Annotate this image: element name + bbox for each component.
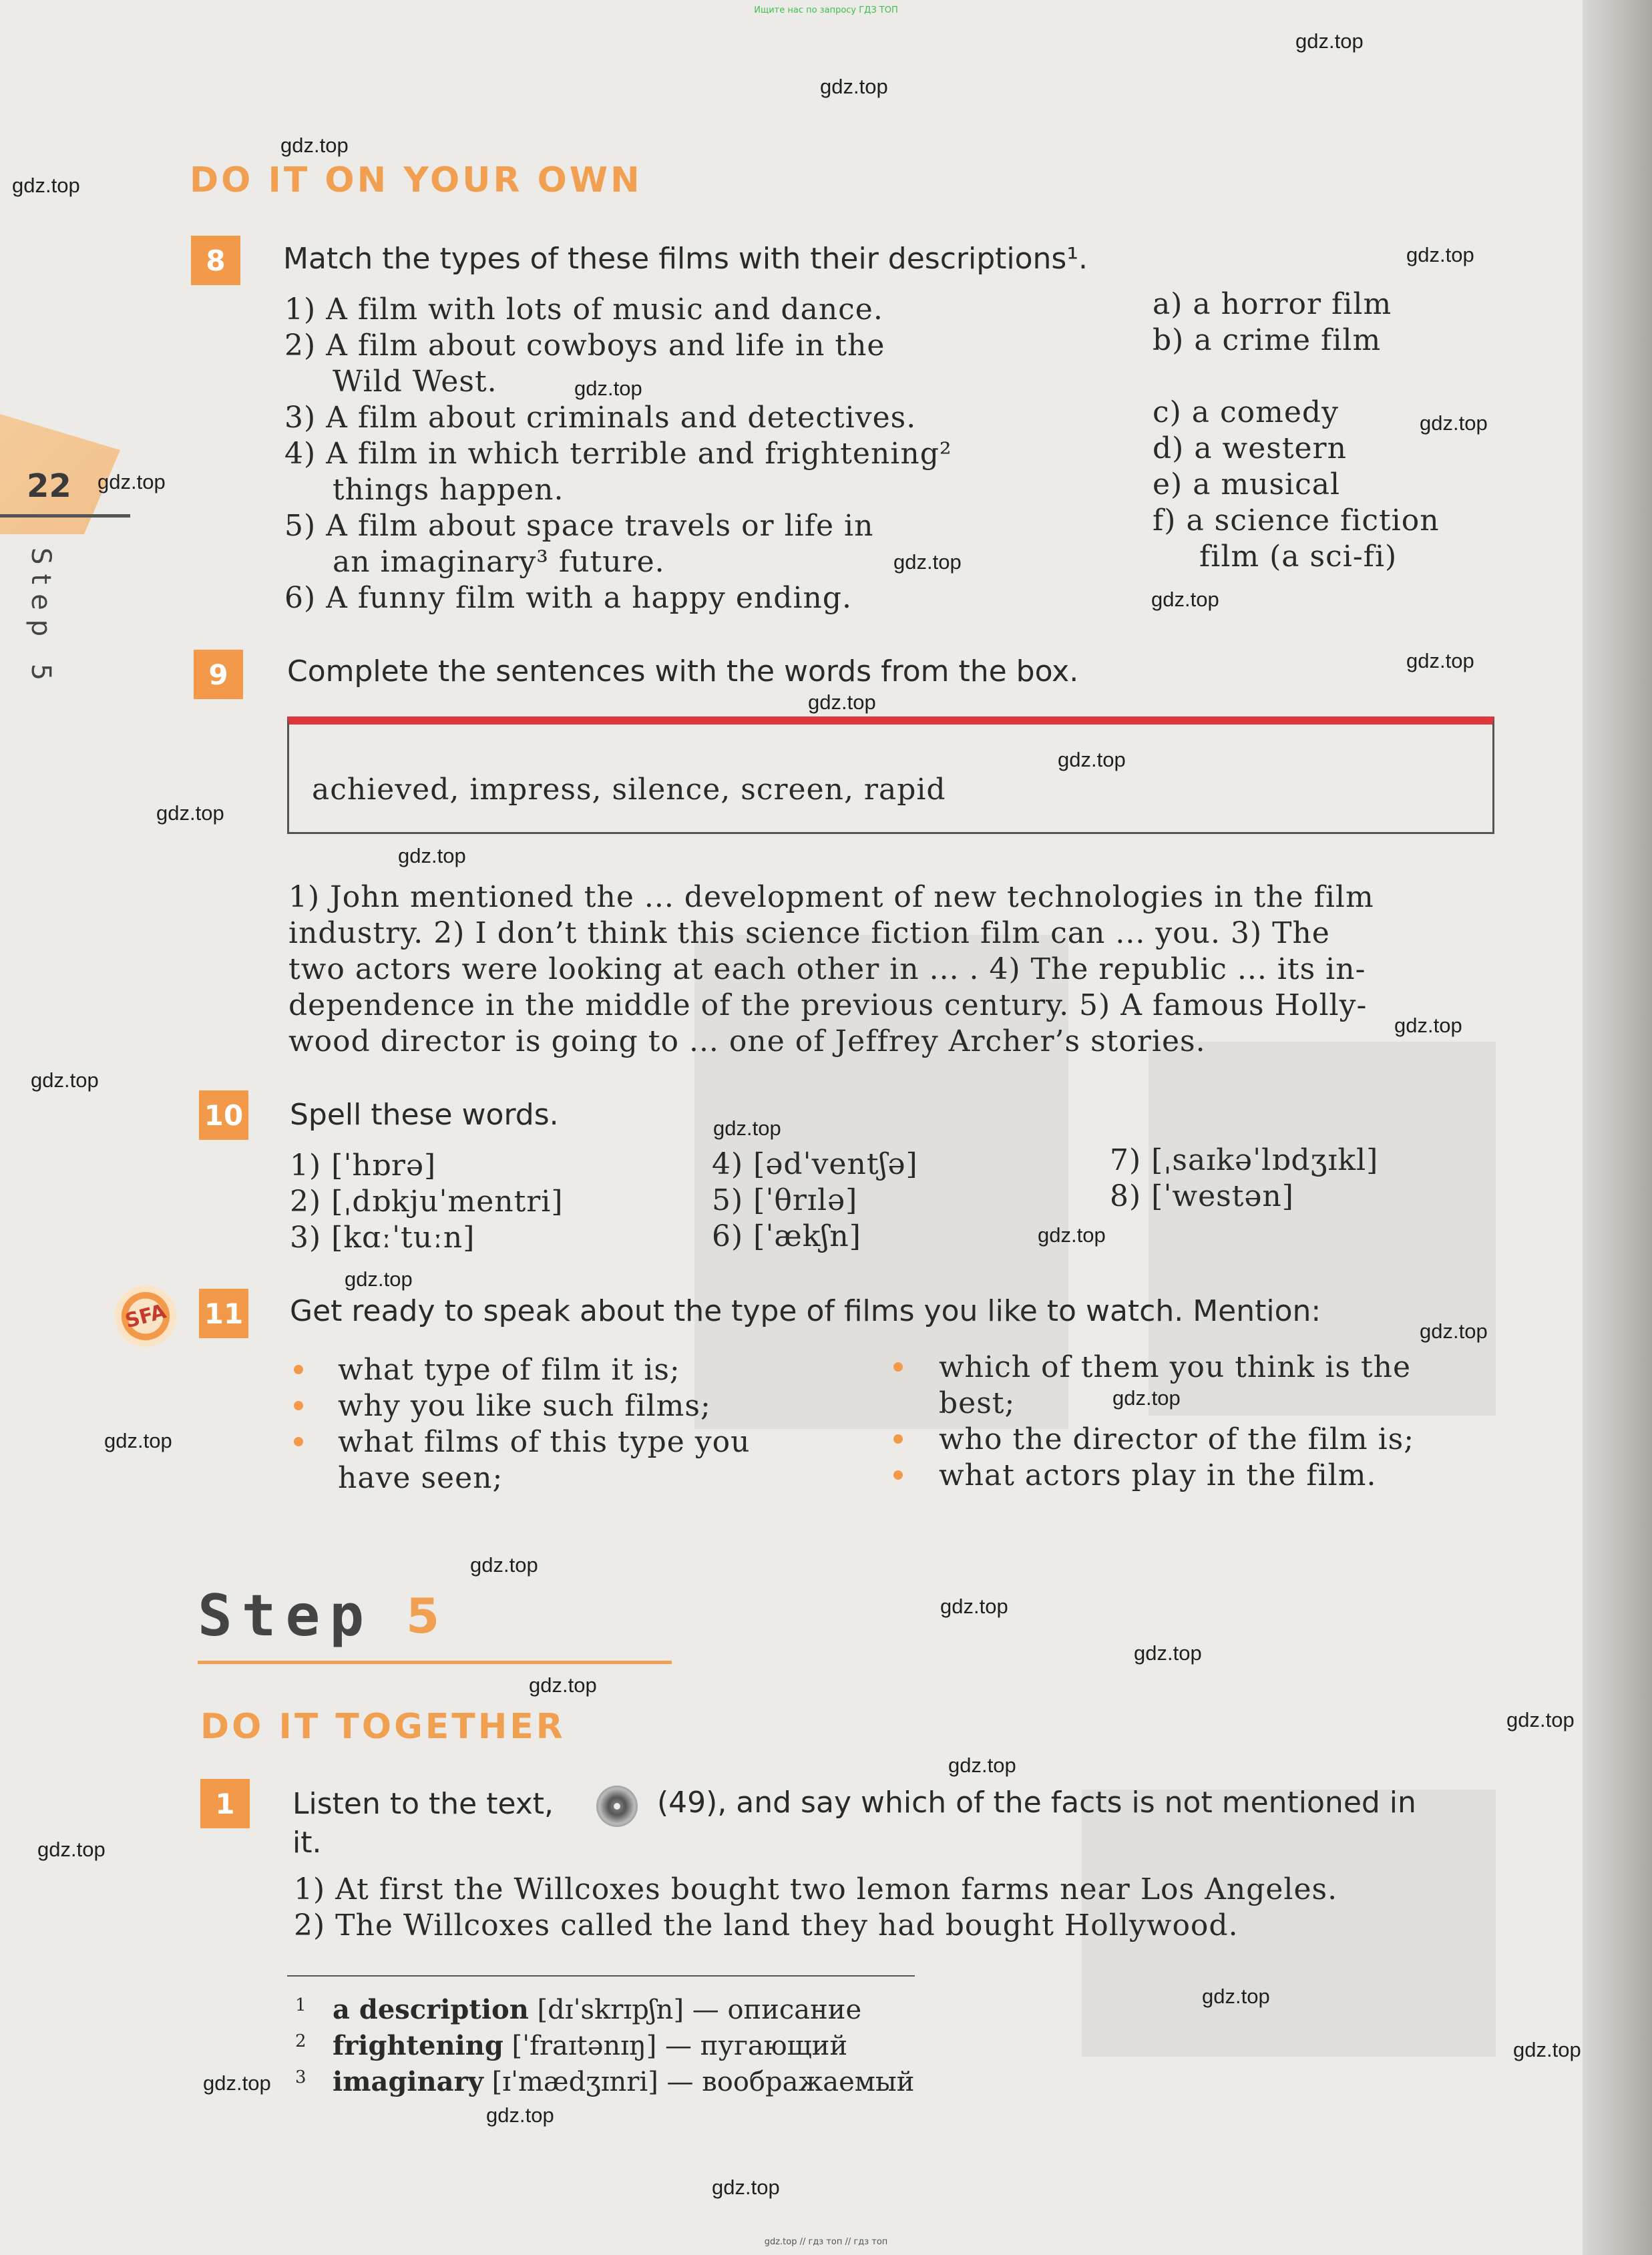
bullet-text: what type of film it is; [338,1353,680,1387]
section-title: DO IT ON YOUR OWN [190,160,642,200]
watermark: gdz.top [31,1068,99,1092]
page-number-rule [0,514,130,518]
footnote-number: 3 [295,2067,306,2087]
list-item: 4) A film in which terrible and frightening² [284,437,952,471]
watermark: gdz.top [1420,411,1488,435]
footnote-definition: [ɪˈmædʒɪnri] — воображаемый [491,2067,915,2097]
bullet-text: best; [939,1386,1016,1420]
footnote [333,2066,914,2097]
exercise-instruction: it. [292,1826,322,1860]
audio-cd-icon [596,1786,638,1827]
watermark: gdz.top [486,2103,554,2127]
transcription-item: 5) [ˈθrɪlə] [712,1183,858,1217]
header-note: Ищите нас по запросу ГДЗ ТОП [754,5,898,15]
bullet-text: who the director of the film is; [939,1422,1415,1456]
exercise-instruction: Listen to the text, [292,1787,554,1821]
option-item: d) a western [1153,431,1347,465]
watermark: gdz.top [893,550,962,574]
text-line: 1) John mentioned the ... development of new technologies in the film [288,880,1374,914]
list-item: 2) A film about cowboys and life in the [284,329,885,363]
transcription-item: 8) [ˈwestən] [1110,1179,1294,1213]
transcription-item: 1) [ˈhɒrə] [290,1149,437,1183]
exercise-number: 10 [199,1090,248,1140]
watermark: gdz.top [713,1116,781,1140]
option-item: f) a science fiction [1153,503,1440,538]
watermark: gdz.top [1112,1386,1181,1410]
watermark: gdz.top [1202,1985,1270,2008]
exercise-number: 1 [200,1779,250,1828]
transcription-item: 2) [ˌdɒkjuˈmentri] [290,1185,564,1219]
watermark: gdz.top [1406,243,1474,266]
transcription-item: 6) [ˈækʃn] [712,1219,861,1253]
list-item: an imaginary³ future. [333,545,665,579]
text-line: dependence in the middle of the previous century. 5) A famous Holly- [288,988,1368,1022]
watermark: gdz.top [1295,29,1364,53]
option-item: e) a musical [1153,467,1341,501]
watermark: gdz.top [12,174,80,197]
watermark: gdz.top [1058,748,1126,771]
exercise-instruction: Get ready to speak about the type of films you like to watch. Mention: [290,1294,1321,1328]
step-title: Step [198,1583,374,1649]
watermark: gdz.top [1134,1641,1202,1665]
bullet-text: what actors play in the film. [939,1458,1377,1492]
transcription-item: 4) [ədˈventʃə] [712,1147,918,1181]
footnote [333,2030,847,2061]
list-item: 3) A film about criminals and detectives. [284,401,917,435]
watermark: gdz.top [820,75,888,98]
bullet [893,1434,903,1444]
bullet [294,1365,303,1374]
bullet-text: why you like such films; [338,1389,711,1423]
exercise-instruction: Complete the sentences with the words from the box. [287,654,1079,688]
watermark: gdz.top [574,377,642,400]
watermark: gdz.top [948,1754,1016,1777]
text-line: wood director is going to ... one of Jeffrey Archer’s stories. [288,1024,1206,1058]
watermark: gdz.top [1420,1319,1488,1343]
watermark: gdz.top [808,690,876,714]
option-item: b) a crime film [1153,323,1382,357]
page-edge-shadow [1583,0,1652,2255]
footnote-number: 2 [295,2031,306,2051]
list-item: 1) At first the Willcoxes bought two lemon farms near Los Angeles. [294,1872,1338,1906]
sfa-badge: SFA [108,1279,184,1354]
footnote-number: 1 [295,1995,306,2015]
watermark: gdz.top [470,1553,538,1577]
watermark: gdz.top [37,1838,106,1861]
watermark: gdz.top [97,470,166,493]
bullet-text: what films of this type you [338,1425,751,1459]
bullet [294,1437,303,1446]
watermark: gdz.top [1406,649,1474,672]
watermark: gdz.top [156,801,224,825]
watermark: gdz.top [345,1267,413,1291]
transcription-item: 7) [ˌsaɪkəˈlɒdʒɪkl] [1110,1143,1379,1177]
watermark: gdz.top [398,844,466,867]
option-item: film (a sci-fi) [1199,540,1398,574]
list-item: 1) A film with lots of music and dance. [284,292,883,327]
watermark: gdz.top [1394,1014,1462,1037]
exercise-number: 8 [191,236,240,285]
watermark: gdz.top [529,1673,597,1697]
bullet-text: have seen; [338,1461,503,1495]
watermark: gdz.top [1151,588,1219,611]
list-item: 6) A funny film with a happy ending. [284,581,852,615]
section-title: DO IT TOGETHER [200,1707,566,1747]
watermark: gdz.top [203,2071,271,2095]
footnote-definition: [ˈfraɪtənɪŋ] — пугающий [511,2031,848,2061]
page-number: 22 [27,467,71,505]
footnote-term: imaginary [333,2066,483,2097]
bullet [893,1470,903,1480]
option-item: a) a horror film [1153,287,1392,321]
bullet [893,1362,903,1372]
footer-note: gdz.top // гдз топ // гдз топ [764,2237,888,2247]
list-item: 2) The Willcoxes called the land they had bought Hollywood. [294,1908,1239,1942]
list-item: Wild West. [333,365,497,399]
footnote [333,1994,861,2025]
watermark: gdz.top [712,2176,780,2199]
footnote-term: a description [333,1994,529,2025]
watermark: gdz.top [1038,1223,1106,1247]
vertical-step-label: Step 5 [25,548,56,690]
bullet [294,1401,303,1410]
text-line: industry. 2) I don’t think this science fiction film can ... you. 3) The [288,916,1330,950]
footnote-rule [287,1975,915,1977]
step-number: 5 [406,1588,440,1644]
footnote-definition: [dɪˈskrɪpʃn] — описание [537,1995,862,2025]
footnote-term: frightening [333,2030,503,2061]
watermark: gdz.top [1513,2038,1581,2061]
word-box [287,716,1494,834]
watermark: gdz.top [280,134,349,157]
watermark: gdz.top [1506,1708,1575,1731]
list-item: 5) A film about space travels or life in [284,509,874,543]
transcription-item: 3) [kɑːˈtuːn] [290,1221,475,1255]
bullet-text: which of them you think is the [939,1350,1412,1384]
exercise-number: 9 [194,650,243,699]
step-rule [198,1661,672,1664]
watermark: gdz.top [104,1429,172,1452]
word-box-words: achieved, impress, silence, screen, rapid [312,773,946,807]
text-line: two actors were looking at each other in ... . 4) The republic ... its in- [288,952,1366,986]
option-item: c) a comedy [1153,395,1339,429]
list-item: things happen. [333,473,564,507]
exercise-number: 11 [199,1289,248,1338]
exercise-instruction: Match the types of these films with their descriptions¹. [283,242,1088,276]
exercise-instruction: Spell these words. [290,1098,559,1132]
watermark: gdz.top [940,1595,1008,1618]
exercise-instruction: (49), and say which of the facts is not mentioned in [657,1786,1416,1820]
